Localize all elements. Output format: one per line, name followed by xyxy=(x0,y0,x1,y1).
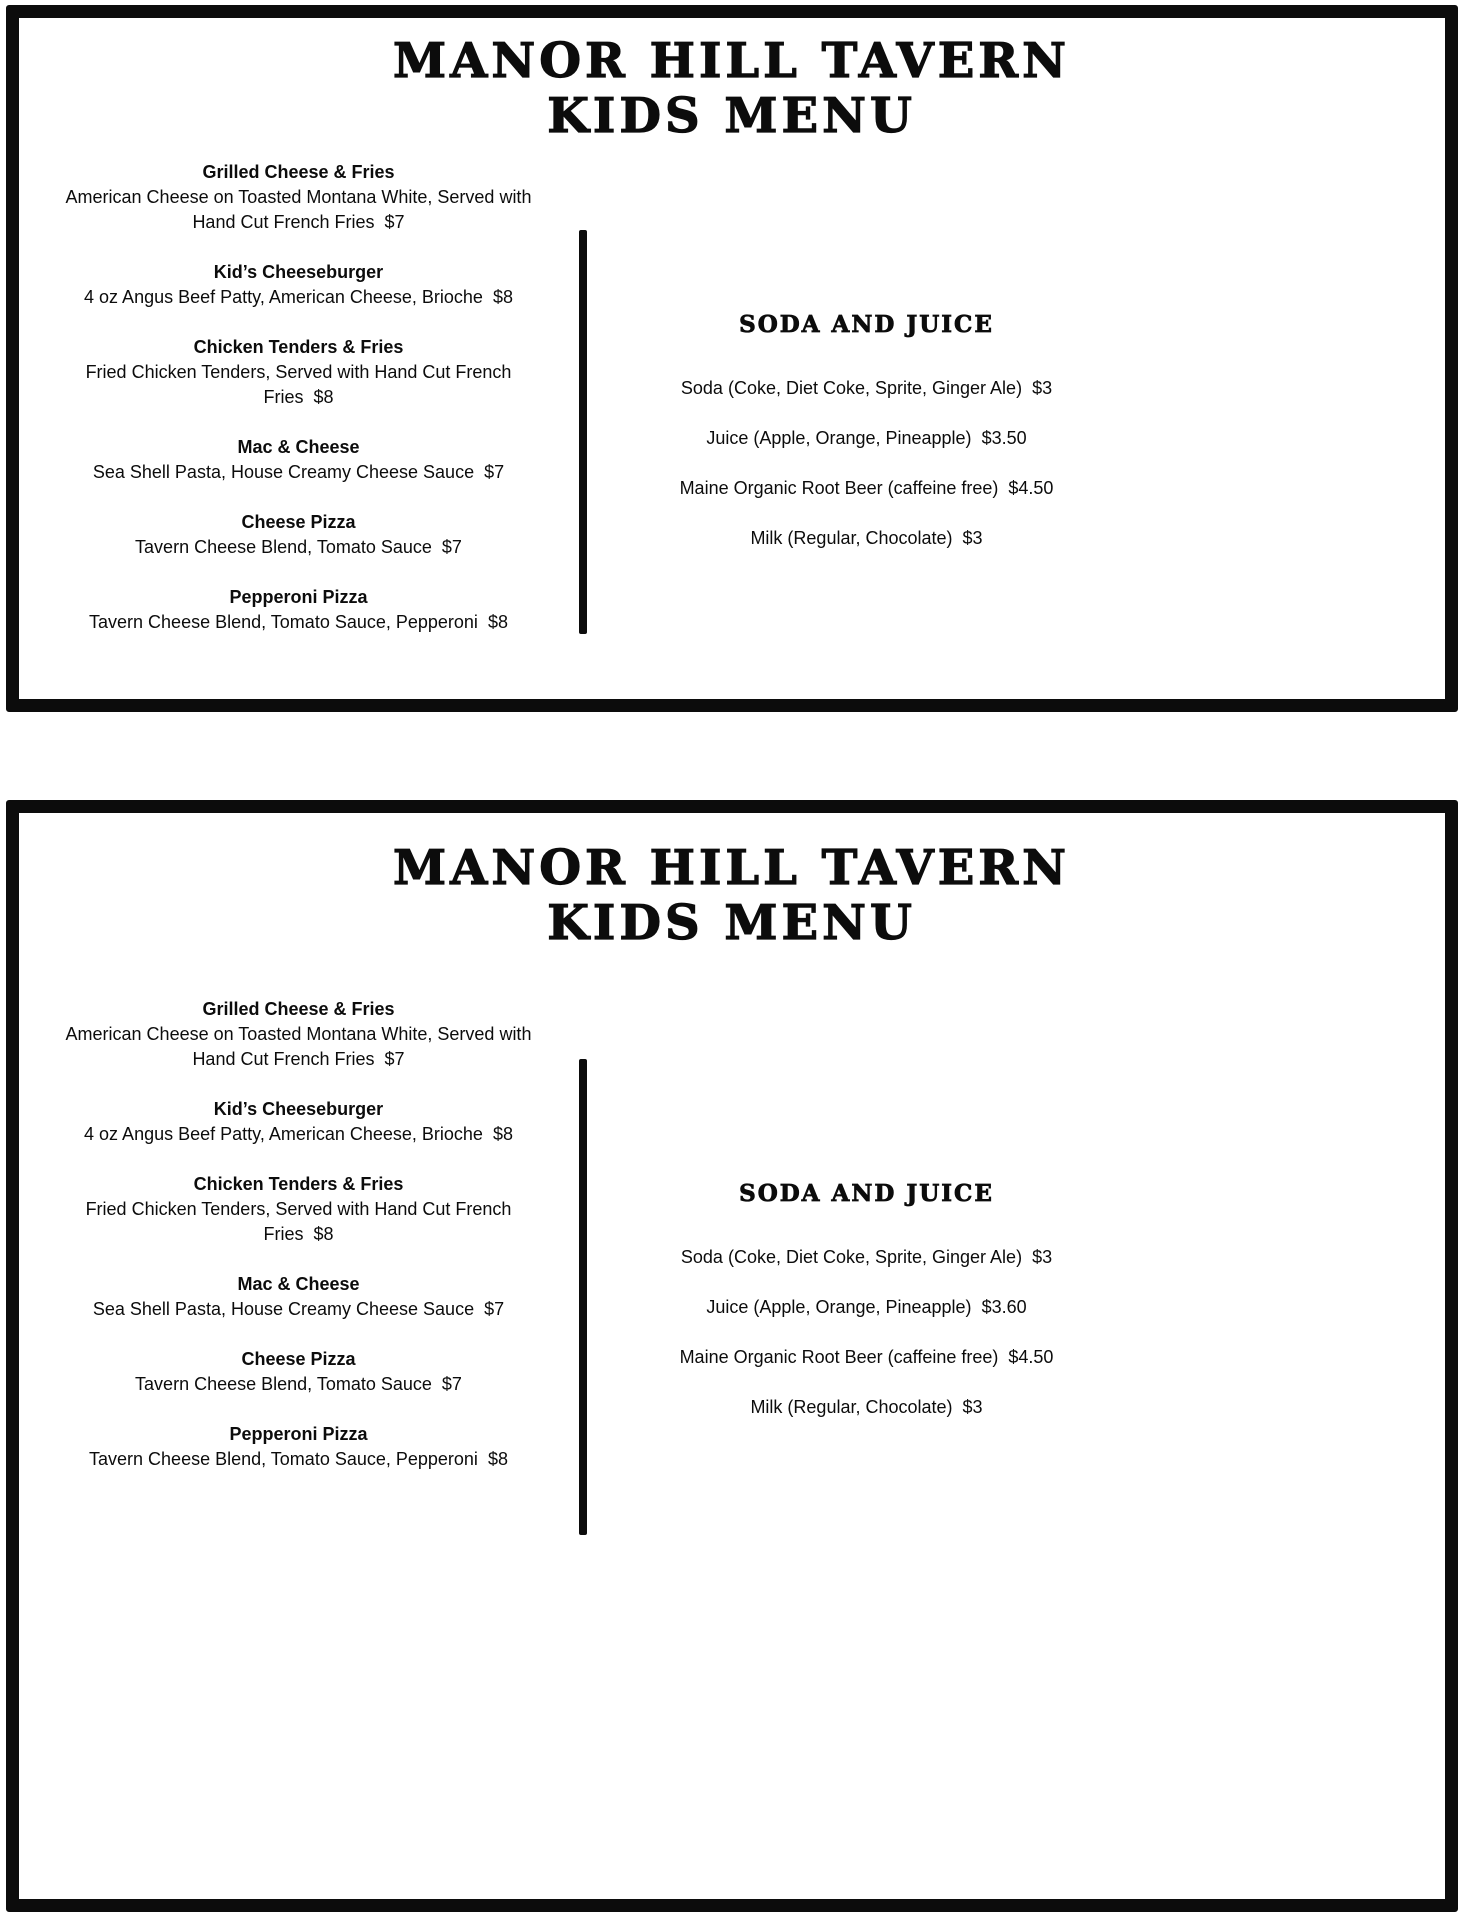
food-item-desc-text: 4 oz Angus Beef Patty, American Cheese, Brioche xyxy=(84,287,483,307)
drink-item xyxy=(587,426,1147,451)
food-item-desc xyxy=(62,1197,536,1247)
food-item-name: Cheese Pizza xyxy=(241,1349,356,1369)
menu-panel-1 xyxy=(6,5,1458,712)
food-item xyxy=(62,160,536,235)
menu-title xyxy=(19,34,1445,144)
food-item-price: $7 xyxy=(484,462,505,482)
drink-item-price: $3 xyxy=(962,1397,983,1417)
menu-title-line-2: KIDS MENU xyxy=(547,88,916,144)
food-item-desc-text: Fried Chicken Tenders, Served with Hand Cut French Fries xyxy=(85,362,512,407)
food-item-desc-text: American Cheese on Toasted Montana White, Served with Hand Cut French Fries xyxy=(65,187,532,232)
food-item xyxy=(62,997,536,1072)
drink-item-label: Soda (Coke, Diet Coke, Sprite, Ginger Ale) xyxy=(680,1247,1023,1267)
food-item-desc xyxy=(62,1447,536,1472)
food-item-desc-text: 4 oz Angus Beef Patty, American Cheese, Brioche xyxy=(84,1124,483,1144)
drink-item-price: $3.50 xyxy=(981,428,1027,448)
menu-columns xyxy=(19,160,1445,660)
drink-item-price: $3 xyxy=(1032,1247,1053,1267)
food-item-desc xyxy=(62,1122,536,1147)
food-item-desc-text: Tavern Cheese Blend, Tomato Sauce, Pepperoni xyxy=(89,1449,478,1469)
menu-panel-2 xyxy=(6,800,1458,1912)
food-item-price: $7 xyxy=(441,537,462,557)
food-column xyxy=(19,160,579,660)
drink-item xyxy=(587,476,1147,501)
food-item-price: $8 xyxy=(313,387,334,407)
drink-item-label: Juice (Apple, Orange, Pineapple) xyxy=(706,1297,972,1317)
drink-item xyxy=(587,1245,1147,1270)
food-item-desc xyxy=(62,460,536,485)
menu-title-line-2: KIDS MENU xyxy=(547,895,916,951)
column-divider xyxy=(579,1059,587,1535)
food-item-price: $7 xyxy=(384,212,405,232)
food-item-desc xyxy=(62,285,536,310)
food-item-desc xyxy=(62,610,536,635)
food-item-name: Grilled Cheese & Fries xyxy=(202,999,395,1019)
food-item-desc xyxy=(62,1372,536,1397)
food-item xyxy=(62,260,536,310)
drink-item xyxy=(587,1345,1147,1370)
food-item-name: Chicken Tenders & Fries xyxy=(193,337,404,357)
food-item-desc xyxy=(62,535,536,560)
food-item-price: $8 xyxy=(487,612,508,632)
food-item-price: $7 xyxy=(384,1049,405,1069)
menu-title xyxy=(19,841,1445,951)
food-item-desc-text: Tavern Cheese Blend, Tomato Sauce, Pepperoni xyxy=(89,612,478,632)
food-item-name: Pepperoni Pizza xyxy=(229,1424,368,1444)
drinks-heading: SODA AND JUICE xyxy=(739,311,994,338)
food-item-desc-text: Sea Shell Pasta, House Creamy Cheese Sauce xyxy=(92,462,475,482)
food-item-name: Mac & Cheese xyxy=(237,1274,360,1294)
drink-item-price: $4.50 xyxy=(1008,478,1054,498)
food-column xyxy=(19,997,579,1497)
food-item-name: Kid’s Cheeseburger xyxy=(213,1099,384,1119)
food-item-desc xyxy=(62,1022,536,1072)
drink-item-price: $4.50 xyxy=(1008,1347,1054,1367)
drink-item-label: Juice (Apple, Orange, Pineapple) xyxy=(706,428,972,448)
food-item-name: Pepperoni Pizza xyxy=(229,587,368,607)
drink-item xyxy=(587,526,1147,551)
food-item-name: Kid’s Cheeseburger xyxy=(213,262,384,282)
drink-item-price: $3 xyxy=(962,528,983,548)
food-item-name: Grilled Cheese & Fries xyxy=(202,162,395,182)
food-item xyxy=(62,1172,536,1247)
food-item-desc xyxy=(62,185,536,235)
food-item-price: $8 xyxy=(313,1224,334,1244)
food-item xyxy=(62,435,536,485)
drinks-column xyxy=(587,997,1147,1445)
food-item-name: Cheese Pizza xyxy=(241,512,356,532)
food-item-name: Mac & Cheese xyxy=(237,437,360,457)
food-item-desc-text: Sea Shell Pasta, House Creamy Cheese Sauce xyxy=(92,1299,475,1319)
food-item-desc-text: Tavern Cheese Blend, Tomato Sauce xyxy=(135,1374,432,1394)
food-item xyxy=(62,335,536,410)
drinks-column xyxy=(587,160,1147,576)
food-item-price: $8 xyxy=(492,287,513,307)
food-item-name: Chicken Tenders & Fries xyxy=(193,1174,404,1194)
menu-title-line-1: MANOR HILL TAVERN xyxy=(392,33,1071,89)
drink-item-price: $3.60 xyxy=(981,1297,1027,1317)
food-item xyxy=(62,1422,536,1472)
drink-item-label: Maine Organic Root Beer (caffeine free) xyxy=(679,478,999,498)
food-item-desc-text: Fried Chicken Tenders, Served with Hand Cut French Fries xyxy=(85,1199,512,1244)
food-item-price: $8 xyxy=(487,1449,508,1469)
drink-item xyxy=(587,1295,1147,1320)
food-item xyxy=(62,1347,536,1397)
food-item xyxy=(62,585,536,635)
food-item-desc xyxy=(62,360,536,410)
menu-title-line-1: MANOR HILL TAVERN xyxy=(392,840,1071,896)
food-item-desc xyxy=(62,1297,536,1322)
drink-item-label: Soda (Coke, Diet Coke, Sprite, Ginger Ale) xyxy=(680,378,1023,398)
food-item-price: $8 xyxy=(492,1124,513,1144)
menu-columns xyxy=(19,997,1445,1535)
food-item-price: $7 xyxy=(484,1299,505,1319)
drink-item-label: Milk (Regular, Chocolate) xyxy=(750,528,953,548)
drink-item xyxy=(587,376,1147,401)
food-item-desc-text: Tavern Cheese Blend, Tomato Sauce xyxy=(135,537,432,557)
food-item xyxy=(62,1272,536,1322)
column-divider xyxy=(579,230,587,634)
drink-item-price: $3 xyxy=(1032,378,1053,398)
drink-item-label: Milk (Regular, Chocolate) xyxy=(750,1397,953,1417)
food-item-price: $7 xyxy=(441,1374,462,1394)
food-item xyxy=(62,1097,536,1147)
drink-item-label: Maine Organic Root Beer (caffeine free) xyxy=(679,1347,999,1367)
food-item xyxy=(62,510,536,560)
drink-item xyxy=(587,1395,1147,1420)
drinks-heading: SODA AND JUICE xyxy=(739,1180,994,1207)
food-item-desc-text: American Cheese on Toasted Montana White, Served with Hand Cut French Fries xyxy=(65,1024,532,1069)
